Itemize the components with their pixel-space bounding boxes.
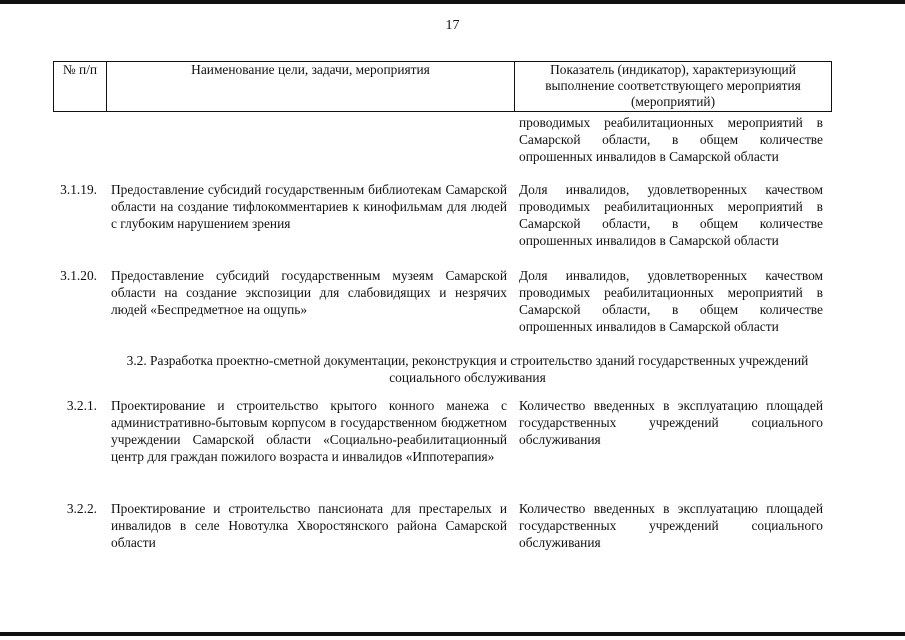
header-name-column: Наименование цели, задачи, мероприятия <box>107 62 515 112</box>
row-name-3-2-2: Проектирование и строительство пансионата для престарелых и инвалидов в селе Новотулка Хворостянского района Самарской области <box>111 501 507 550</box>
row-number-3-1-19: 3.1.19. <box>60 182 97 197</box>
row-indicator-3-2-1: Количество введенных в эксплуатацию площадей государственных учреждений социального обслуживания <box>519 398 823 447</box>
header-indicator-column: Показатель (индикатор), характеризующий выполнение соответствующего мероприятия (мероприятий) <box>515 62 832 112</box>
row-number-3-1-20: 3.1.20. <box>60 268 97 283</box>
table-header <box>53 61 832 112</box>
bottom-border-rule <box>0 632 905 636</box>
row-name-3-1-20: Предоставление субсидий государственным музеям Самарской области на создание экспозиции для слабовидящих и незрячих людей «Беспредметное на ощупь» <box>111 268 507 317</box>
row-number-3-2-1: 3.2.1. <box>66 398 97 413</box>
top-border-rule <box>0 0 905 4</box>
row-indicator-3-1-19: Доля инвалидов, удовлетворенных качеством проводимых реабилитационных мероприятий в Самарской области, в общем количестве опрошенных инвалидов в Самарской области <box>519 182 823 248</box>
row-name-3-1-19: Предоставление субсидий государственным библиотекам Самарской области на создание тифлокомментариев к кинофильмам для людей с глубоким нарушением зрения <box>111 182 507 231</box>
row-number-3-2-2: 3.2.2. <box>66 501 97 516</box>
row-indicator-3-2-2: Количество введенных в эксплуатацию площадей государственных учреждений социального обслуживания <box>519 501 823 550</box>
row-indicator-3-1-20: Доля инвалидов, удовлетворенных качеством проводимых реабилитационных мероприятий в Самарской области, в общем количестве опрошенных инвалидов в Самарской области <box>519 268 823 334</box>
page-number: 17 <box>445 18 460 33</box>
section-heading-3-2: 3.2. Разработка проектно-сметной документации, реконструкция и строительство зданий государственных учреждений социального обслуживания <box>126 353 809 385</box>
continued-indicator-text: проводимых реабилитационных мероприятий в Самарской области, в общем количестве опрошенных инвалидов в Самарской области <box>519 115 823 164</box>
header-number-column: № п/п <box>54 62 107 112</box>
row-name-3-2-1: Проектирование и строительство крытого конного манежа с административно-бытовым корпусом в государственном бюджетном учреждении Самарской области «Социально-реабилитационный центр для граждан пожилого возраста и инвалидов «Иппотерапия» <box>111 398 507 464</box>
